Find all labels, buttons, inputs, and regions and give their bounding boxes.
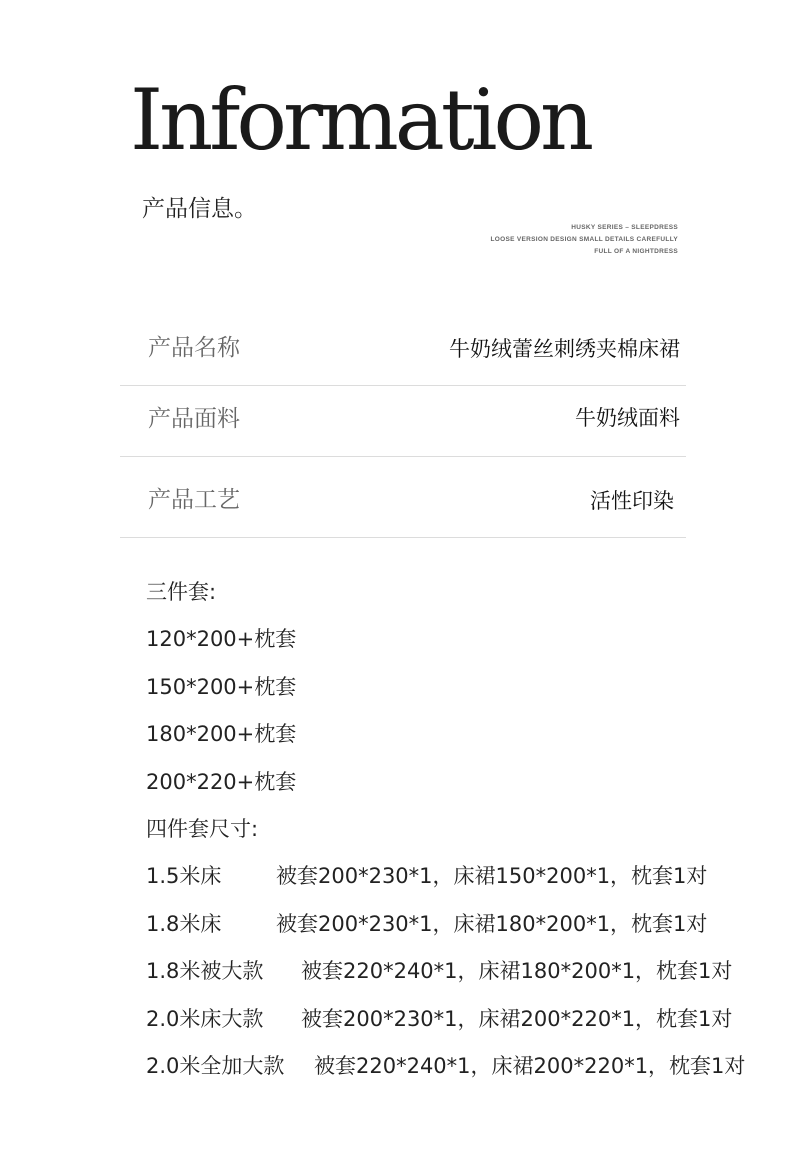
- info-label: 产品面料: [148, 406, 240, 432]
- four-piece-row: [146, 861, 708, 908]
- four-piece-heading: 四件套尺寸:: [146, 816, 259, 841]
- info-value: 牛奶绒蕾丝刺绣夹棉床裙: [449, 337, 680, 361]
- bed-size: 1.5米床: [146, 864, 222, 889]
- info-label: 产品工艺: [148, 487, 240, 513]
- set-contents: 被套200*230*1，床裙200*220*1，枕套1对: [301, 1006, 733, 1031]
- info-value: 活性印染: [590, 489, 674, 513]
- four-piece-row: [146, 956, 733, 1003]
- bed-size: 2.0米床大款: [146, 1006, 264, 1031]
- three-piece-item: 200*220+枕套: [146, 769, 297, 794]
- info-value: 牛奶绒面料: [575, 406, 680, 430]
- info-row-craft: [120, 457, 686, 538]
- bed-size: 1.8米被大款: [146, 959, 264, 984]
- four-piece-row: [146, 1051, 746, 1098]
- bed-size: 1.8米床: [146, 911, 222, 936]
- info-row-name: [120, 315, 686, 386]
- info-label: 产品名称: [148, 335, 240, 361]
- product-info-table: [120, 315, 686, 538]
- set-contents: 被套220*240*1，床裙200*220*1，枕套1对: [314, 1053, 746, 1078]
- page-title: Information: [130, 71, 591, 169]
- four-piece-row: [146, 909, 708, 956]
- three-piece-item: 120*200+枕套: [146, 627, 297, 652]
- bed-size: 2.0米全加大款: [146, 1053, 285, 1078]
- three-piece-item: 180*200+枕套: [146, 722, 297, 747]
- page-subtitle: 产品信息。: [142, 196, 257, 222]
- series-tagline: [490, 222, 678, 258]
- tagline-line: FULL OF A NIGHTDRESS: [594, 248, 678, 255]
- size-specs: [146, 577, 746, 1098]
- set-contents: 被套200*230*1，床裙180*200*1，枕套1对: [276, 911, 708, 936]
- set-contents: 被套220*240*1，床裙180*200*1，枕套1对: [301, 959, 733, 984]
- four-piece-row: [146, 1004, 733, 1051]
- set-contents: 被套200*230*1，床裙150*200*1，枕套1对: [276, 864, 708, 889]
- three-piece-heading: 三件套:: [146, 580, 217, 604]
- three-piece-item: 150*200+枕套: [146, 674, 297, 699]
- tagline-line: LOOSE VERSION DESIGN SMALL DETAILS CAREFULLY: [490, 236, 678, 243]
- info-row-fabric: [120, 386, 686, 457]
- tagline-line: HUSKY SERIES – SLEEPDRESS: [571, 224, 678, 231]
